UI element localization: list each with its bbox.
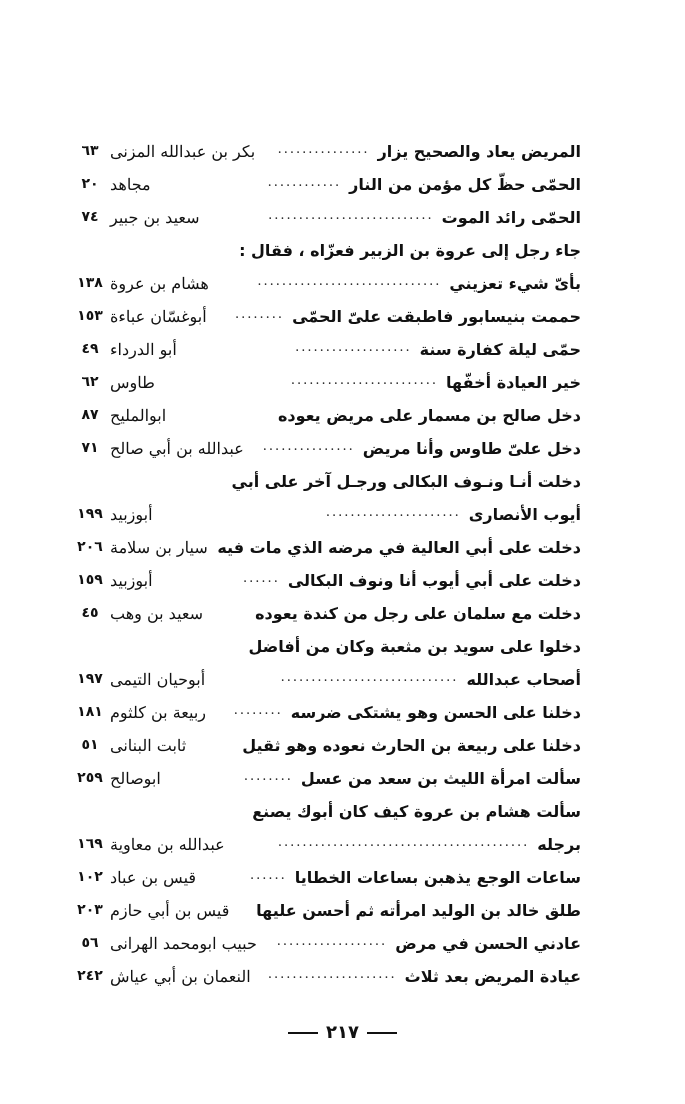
narrator-name: بكر بن عبدالله المزنى <box>110 142 256 161</box>
index-row <box>0 666 685 699</box>
entry-title: حممت بنيسابور فاطبقت علىّ الحمّى <box>292 307 581 326</box>
leader-dots: ............... <box>277 142 370 157</box>
page-reference: ٥١ <box>81 737 99 753</box>
index-row <box>0 930 685 963</box>
page-number: ٢١٧ <box>326 1022 359 1043</box>
leader-dots: ............................. <box>280 670 459 685</box>
index-row <box>0 633 685 666</box>
page-reference: ٨٧ <box>81 407 99 423</box>
index-row <box>0 369 685 402</box>
entry-title: الحمّى رائد الموت <box>441 208 581 227</box>
page-reference: ٢٠٦ <box>77 539 103 555</box>
page-reference: ١٩٩ <box>77 506 103 522</box>
entry-title: أيوب الأنصارى <box>468 505 581 524</box>
narrator-name: هشام بن عروة <box>110 274 209 293</box>
page-reference: ١٥٩ <box>77 572 103 588</box>
index-list <box>0 138 685 996</box>
narrator-name: قيس بن أبي حازم <box>110 901 230 920</box>
narrator-name: ثابت البنانى <box>110 736 187 755</box>
leader-dots: .............................. <box>257 274 442 289</box>
entry-title: برجله <box>537 835 581 854</box>
narrator-name: ابوالمليح <box>110 406 167 425</box>
page-reference: ٢٠٣ <box>77 902 103 918</box>
footer-dash-right <box>367 1032 397 1034</box>
entry-title: أصحاب عبدالله <box>466 670 581 689</box>
page-reference: ٧٤ <box>81 209 99 225</box>
index-row <box>0 204 685 237</box>
entry-title: دخلوا على سويد بن مثعبة وكان من أفاضل <box>248 637 581 656</box>
page-reference: ٦٣ <box>81 143 99 159</box>
index-row <box>0 567 685 600</box>
narrator-name: أبوزبيد <box>110 505 153 524</box>
leader-dots: ........ <box>233 703 283 718</box>
index-row <box>0 534 685 567</box>
narrator-name: ابوصالح <box>110 769 161 788</box>
index-row <box>0 435 685 468</box>
page-reference: ٢٥٩ <box>77 770 103 786</box>
page-reference: ٤٩ <box>81 341 99 357</box>
narrator-name: مجاهد <box>110 175 151 194</box>
page-reference: ٧١ <box>81 440 99 456</box>
index-row <box>0 798 685 831</box>
entry-title: دخل صالح بن مسمار على مريض يعوده <box>277 406 581 425</box>
leader-dots: ........ <box>235 307 285 322</box>
leader-dots: ...... <box>249 868 287 883</box>
index-row <box>0 501 685 534</box>
narrator-name: سيار بن سلامة <box>110 538 208 557</box>
leader-dots: ............... <box>262 439 355 454</box>
leader-dots: ............ <box>267 175 342 190</box>
page-reference: ١٨١ <box>77 704 103 720</box>
entry-title: سألت هشام بن عروة كيف كان أبوك يصنع <box>252 802 581 821</box>
leader-dots: ........................... <box>268 208 434 223</box>
entry-title: جاء رجل إلى عروة بن الزبير فعزّاه ، فقال : <box>239 241 581 260</box>
index-row <box>0 468 685 501</box>
narrator-name: أبو الدرداء <box>110 340 177 359</box>
page-reference: ١٩٧ <box>77 671 103 687</box>
entry-title: المريض يعاد والصحيح يزار <box>377 142 581 161</box>
narrator-name: حبيب ابومحمد الهرانى <box>110 934 257 953</box>
index-row <box>0 138 685 171</box>
entry-title: سألت امرأة الليث بن سعد من عسل <box>300 769 581 788</box>
index-row <box>0 336 685 369</box>
narrator-name: سعيد بن وهب <box>110 604 204 623</box>
leader-dots: ..................... <box>267 967 397 982</box>
leader-dots: ................... <box>295 340 412 355</box>
entry-title: دخلت على أبي العالية في مرضه الذي مات فيه <box>217 538 581 557</box>
narrator-name: أبوحيان التيمى <box>110 670 206 689</box>
index-row <box>0 864 685 897</box>
index-row <box>0 963 685 996</box>
entry-title: الحمّى حظّ كل مؤمن من النار <box>349 175 581 194</box>
entry-title: حمّى ليلة كفارة سنة <box>419 340 581 359</box>
page-reference: ٤٥ <box>81 605 99 621</box>
leader-dots: ...................... <box>325 505 461 520</box>
index-row <box>0 270 685 303</box>
narrator-name: أبوغسّان عباءة <box>110 307 207 326</box>
narrator-name: النعمان بن أبي عياش <box>110 967 251 986</box>
entry-title: عيادة المريض بعد ثلاث <box>404 967 581 986</box>
index-row <box>0 237 685 270</box>
index-row <box>0 765 685 798</box>
index-row <box>0 600 685 633</box>
entry-title: دخلنا على الحسن وهو يشتكى ضرسه <box>290 703 581 722</box>
index-row <box>0 831 685 864</box>
page-reference: ١٣٨ <box>77 275 103 291</box>
page-footer <box>0 1022 685 1043</box>
index-row <box>0 699 685 732</box>
index-row <box>0 171 685 204</box>
page-reference: ١٥٣ <box>77 308 103 324</box>
entry-title: خير العيادة أخفّها <box>446 373 581 392</box>
narrator-name: قيس بن عباد <box>110 868 197 887</box>
page-reference: ١٠٢ <box>77 869 103 885</box>
leader-dots: ........ <box>243 769 293 784</box>
narrator-name: سعيد بن جبير <box>110 208 200 227</box>
entry-title: بأىّ شيء تعزيني <box>449 274 581 293</box>
page-reference: ١٦٩ <box>77 836 103 852</box>
footer-dash-left <box>288 1032 318 1034</box>
narrator-name: أبوزبيد <box>110 571 153 590</box>
index-row <box>0 732 685 765</box>
leader-dots: ......................................... <box>277 835 530 850</box>
narrator-name: ربيعة بن كلثوم <box>110 703 207 722</box>
index-row <box>0 303 685 336</box>
leader-dots: ...... <box>243 571 280 586</box>
entry-title: دخل علىّ طاوس وأنا مريض <box>362 439 581 458</box>
narrator-name: طاوس <box>110 373 155 392</box>
index-row <box>0 402 685 435</box>
entry-title: دخلت على أبي أيوب أنا ونوف البكالى <box>287 571 581 590</box>
entry-title: دخلنا على ربيعة بن الحارث نعوده وهو ثقيل <box>242 736 581 755</box>
entry-title: دخلت أنـا ونـوف البكالى ورجـل آخر على أبي <box>231 472 581 491</box>
entry-title: ساعات الوجع يذهبن بساعات الخطايا <box>294 868 581 887</box>
index-row <box>0 897 685 930</box>
leader-dots: .................. <box>276 934 388 949</box>
entry-title: دخلت مع سلمان على رجل من كندة يعوده <box>255 604 581 623</box>
narrator-name: عبدالله بن معاوية <box>110 835 225 854</box>
page-reference: ٥٦ <box>81 935 99 951</box>
entry-title: طلق خالد بن الوليد امرأته ثم أحسن عليها <box>256 901 581 920</box>
narrator-name: عبدالله بن أبي صالح <box>110 439 244 458</box>
page-reference: ٢٠ <box>81 176 99 192</box>
entry-title: عادني الحسن في مرض <box>395 934 581 953</box>
page-reference: ٢٤٢ <box>77 968 103 984</box>
page-reference: ٦٢ <box>81 374 99 390</box>
leader-dots: ........................ <box>290 373 439 388</box>
